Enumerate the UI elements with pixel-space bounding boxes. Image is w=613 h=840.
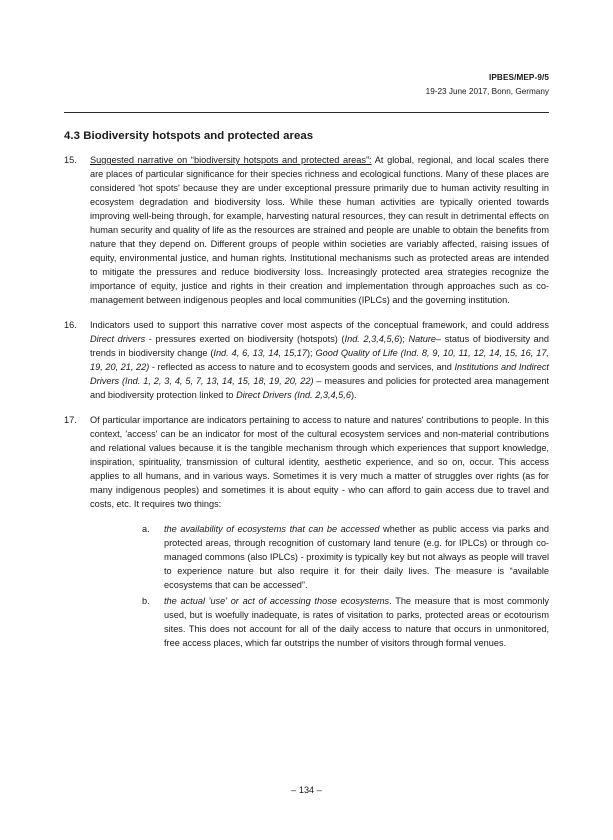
paragraph-15 [64,154,549,308]
paragraph-17 [64,414,549,512]
page-footer [0,785,613,795]
list-item-text: . The measure that is most commonly used, but is woefully inadequate, is rates of visitation to parks, protected areas or ecotourism sites. This does not account for all of the daily access to nature that occurs in unmonitored, free access places, which far outstrips the number of visitors through formal venues. [164,595,550,648]
list-item-marker: a. [142,523,150,534]
header-divider [64,112,549,113]
list-item [142,595,549,651]
sublist [64,523,549,651]
paragraph-16-seg-6: status of biodiversity and trends in biodiversity change ( [90,333,549,358]
paragraph-15-lead: Suggested narrative on “biodiversity hotspots and protected areas”: [90,155,372,165]
list-item-text: whether as public access via parks and protected areas, through recognition of customary land tenure (e.g. for IPLCs) or through co-managed commons (also IPLCs) - proximity is typically key but not always as people will travel to experience nature but also require it for their daily lives. The measure is “available ecosystems that can be accessed”. [164,523,549,590]
page-header [426,72,549,98]
paragraph-16-seg-0: Indicators used to support this narrative cover most aspects of the conceptual framework, and could address [90,319,549,330]
paragraph-16-seg-8: ); [307,347,316,358]
list-item-lead: the actual 'use' or act of accessing those ecosystems [164,595,390,606]
paragraph-16-seg-14: ). [350,389,357,400]
paragraph-text [90,154,549,308]
document-code: IPBES/MEP-9/5 [489,73,549,82]
list-item [142,523,549,593]
paragraph-number: 17. [64,414,77,425]
paragraph-16-seg-9: Good Quality of Life (Ind. 8, 9, 10, 11, 12, 14, 15, 16, 17, 19, 20, 21, 22) [90,347,549,372]
paragraph-16-seg-11: Institutions and Indirect Drivers (Ind. 1, 2, 3, 4, 5, 7, 13, 14, 15, 18, 19, 20, 22) [90,361,549,386]
paragraph-16-seg-7: Ind. 4, 6, 13, 14, 15,17 [213,347,307,358]
paragraph-text [90,319,549,403]
document-meta: 19-23 June 2017, Bonn, Germany [425,86,549,96]
paragraph-number: 16. [64,319,77,330]
paragraph-16-seg-10: - reflected as access to nature and to ecosystem goods and services, and [149,361,455,372]
paragraph-16-seg-12: – measures and policies for protected area management and biodiversity protection linked to [90,375,549,400]
paragraph-16 [64,319,549,403]
paragraph-16-seg-5: Nature– [408,333,442,344]
document-body [64,130,549,652]
paragraph-text: Of particular importance are indicators pertaining to access to nature and natures' contributions to people. In this context, 'access' can be an indicator for most of the cultural ecosystem services and non-material contributions and relational values because it is the tangible mechanism through which experiences that support knowledge, inspiration, spirituality, transmission of cultural identity, aesthetic experience, and so on, occur. This access applies to all humans, and in various ways. Sometimes it is very much a matter of struggles over rights (as for many indigenous peoples) and sometimes it is about equity - who can afford to gain access due to travel and costs, etc. It requires two things: [90,414,549,509]
page-number: – 134 – [291,785,322,795]
paragraph-number: 15. [64,155,77,165]
list-item-lead: the availability of ecosystems that can be accessed [164,523,380,534]
list-item-marker: b. [142,595,150,606]
page-title: 4.3 Biodiversity hotspots and protected areas [64,130,314,142]
paragraph-15-body: At global, regional, and local scales there are places of particular significance for their species richness and ecological functions. Many of these places are considered 'hot spots' because they are under exceptional pressure primarily due to human activity resulting in ecosystem degradation and biodiversity loss. While these human activities are typically oriented towards improving well-being through, for example, harvesting natural resources, they can result in detrimental effects on human security and quality of life as the resources are strained and people are unable to obtain the benefits from nature that they depend on. Different groups of people within societies are variably affected, raising issues of equity, environmental justice, and human rights. Institutional mechanisms such as protected areas are intended to mitigate the pressures and reduce biodiversity loss. Increasingly protected area strategies recognize the importance of equity, justice and rights in their creation and implementation through approaches such as co-management between indigenous peoples and local communities (IPLCs) and the governing institution. [90,155,549,305]
paragraph-16-seg-1: Direct drivers [90,333,146,344]
paragraph-16-seg-4: ); [399,333,409,344]
paragraph-16-seg-3: Ind. 2,3,4,5,6 [344,333,400,344]
paragraph-16-seg-13: Direct Drivers (Ind. 2,3,4,5,6 [236,389,351,400]
paragraph-16-seg-2: - pressures exerted on biodiversity (hotspots) ( [145,333,345,344]
